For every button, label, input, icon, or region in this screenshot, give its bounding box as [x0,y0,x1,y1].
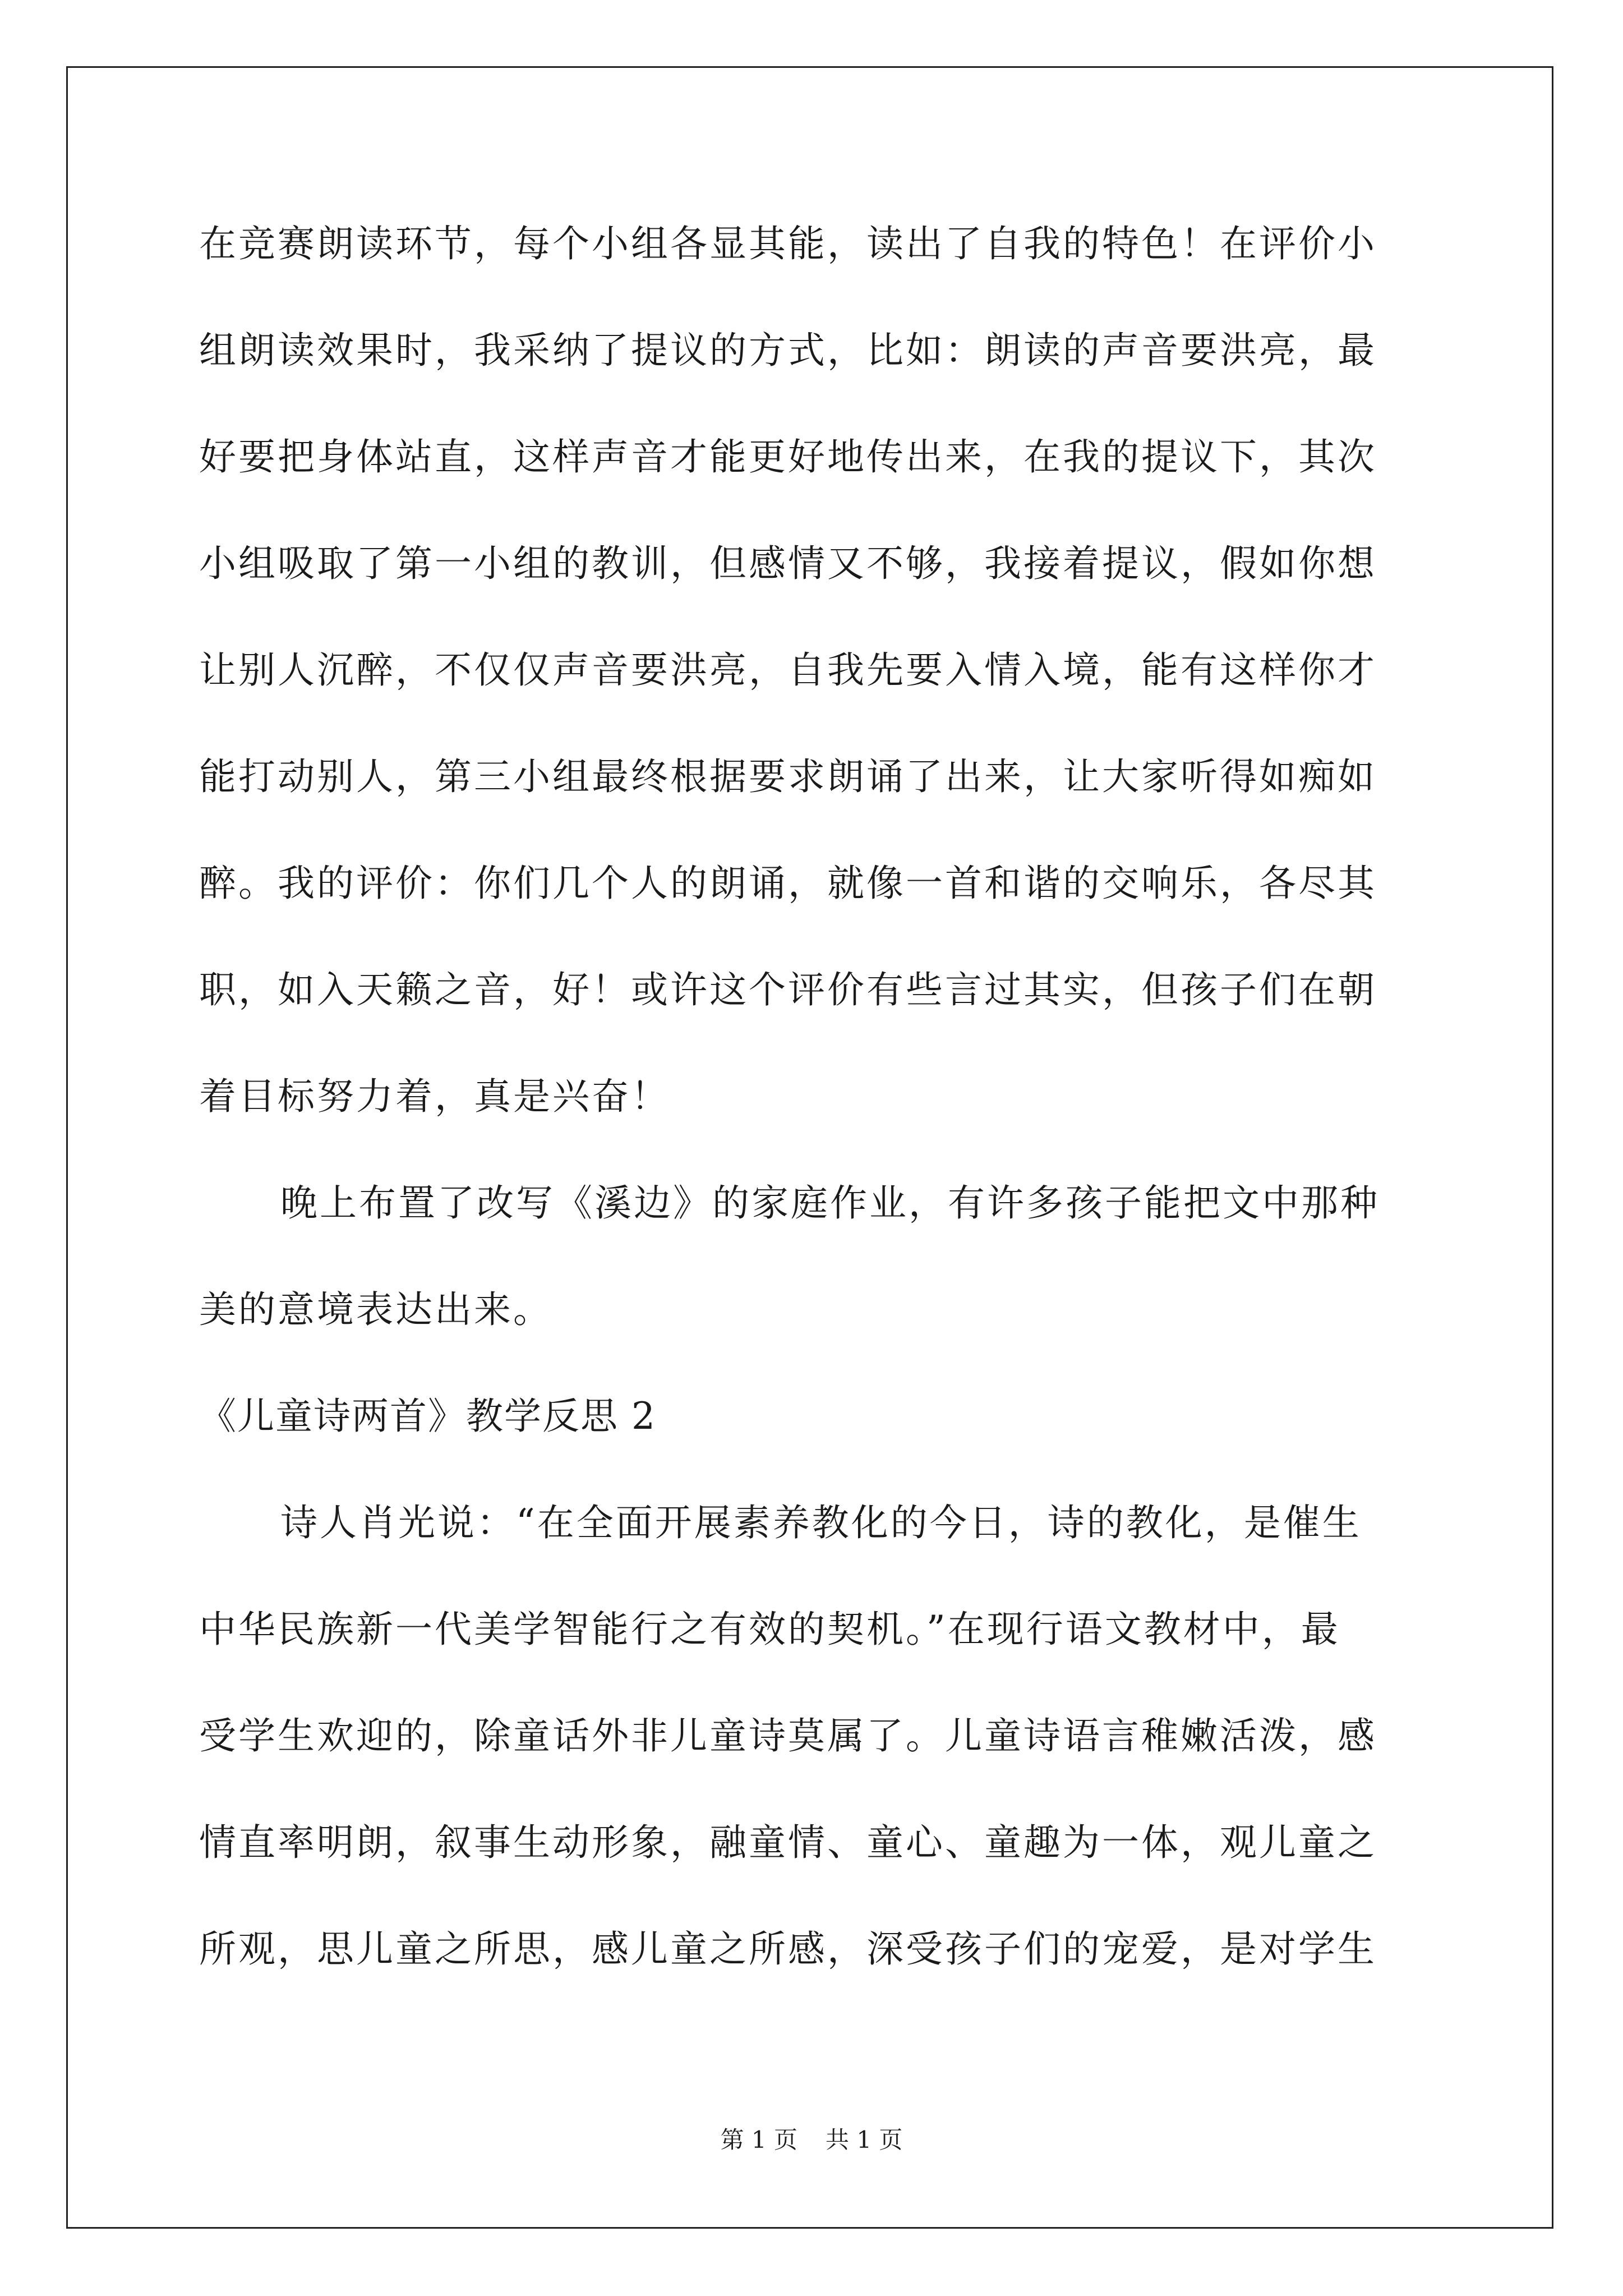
text-line: 所观，思儿童之所思，感儿童之所感，深受孩子们的宠爱，是对学生 [199,1927,1377,1971]
text-line: 中华民族新一代美学智能行之有效的契机。”在现行语文教材中，最 [199,1608,1340,1651]
section-heading: 《儿童诗两首》教学反思 2 [199,1395,656,1438]
text-line: 美的意境表达出来。 [199,1288,552,1331]
page-number: 第 1 页 [720,2126,797,2154]
document-body [199,222,1424,2033]
text-line: 醉。我的评价：你们几个人的朗诵，就像一首和谐的交响乐，各尽其 [199,862,1377,905]
text-line: 受学生欢迎的，除童话外非儿童诗莫属了。儿童诗语言稚嫩活泼，感 [199,1714,1377,1757]
text-line: 职，如入天籁之音，好！或许这个评价有些言过其实，但孩子们在朝 [199,968,1377,1011]
page-footer [0,2126,1623,2154]
text-line: 好要把身体站直，这样声音才能更好地传出来，在我的提议下，其次 [199,435,1377,478]
text-line: 晚上布置了改写《溪边》的家庭作业，有许多孩子能把文中那种 [280,1181,1380,1225]
page-total: 共 1 页 [826,2126,903,2154]
text-line: 在竞赛朗读环节，每个小组各显其能，读出了自我的特色！在评价小 [199,222,1377,265]
text-line: 情直率明朗，叙事生动形象，融童情、童心、童趣为一体，观儿童之 [199,1821,1377,1864]
text-line: 诗人肖光说：“在全面开展素养教化的今日，诗的教化，是催生 [280,1501,1362,1544]
text-line: 着目标努力着，真是兴奋！ [199,1075,670,1118]
text-line: 小组吸取了第一小组的教训，但感情又不够，我接着提议，假如你想 [199,542,1377,585]
text-line: 组朗读效果时，我采纳了提议的方式，比如：朗读的声音要洪亮，最 [199,329,1377,372]
text-line: 能打动别人，第三小组最终根据要求朗诵了出来，让大家听得如痴如 [199,755,1377,798]
text-line: 让别人沉醉，不仅仅声音要洪亮，自我先要入情入境，能有这样你才 [199,648,1377,692]
